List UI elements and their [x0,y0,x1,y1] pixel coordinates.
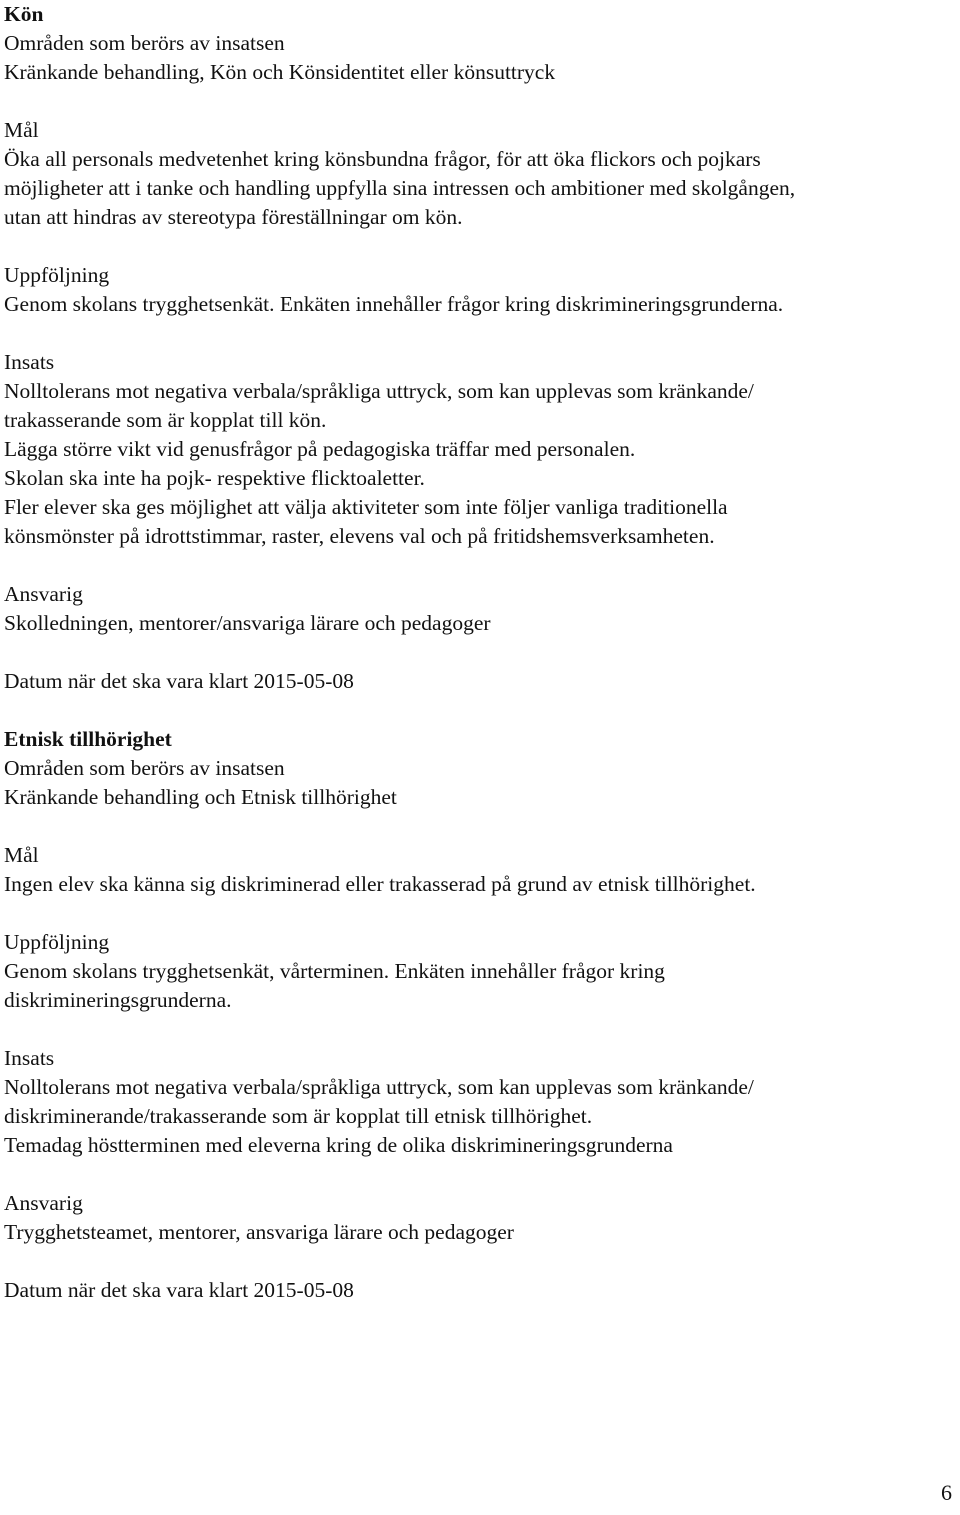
goal-line: utan att hindras av stereotypa föreställningar om kön. [4,205,463,229]
action-line: Nolltolerans mot negativa verbala/språkliga uttryck, som kan upplevas som kränkande/ [4,379,754,403]
action-line: Fler elever ska ges möjlighet att välja aktiviteter som inte följer vanliga traditionella [4,495,728,519]
section-heading: Etnisk tillhörighet [4,727,172,751]
action-line: Lägga större vikt vid genusfrågor på pedagogiska träffar med personalen. [4,437,636,461]
followup-label: Uppföljning [4,930,110,954]
areas-label: Områden som berörs av insatsen [4,31,285,55]
section-kon [4,0,949,725]
action-line: trakasserande som är kopplat till kön. [4,408,327,432]
section-etnisk-tillhorighet [4,725,949,1305]
responsible-value: Skolledningen, mentorer/ansvariga lärare och pedagoger [4,611,491,635]
areas-value: Kränkande behandling och Etnisk tillhörighet [4,785,397,809]
followup-line: diskrimineringsgrunderna. [4,988,232,1012]
followup-line: Genom skolans trygghetsenkät, vårterminen. Enkäten innehåller frågor kring [4,959,665,983]
goal-line: möjligheter att i tanke och handling uppfylla sina intressen och ambitioner med skolgången, [4,176,796,200]
action-label: Insats [4,1046,55,1070]
goal-line: Ingen elev ska känna sig diskriminerad eller trakasserad på grund av etnisk tillhörighet. [4,872,756,896]
responsible-label: Ansvarig [4,582,83,606]
responsible-value: Trygghetsteamet, mentorer, ansvariga lärare och pedagoger [4,1220,514,1244]
action-label: Insats [4,350,55,374]
action-line: könsmönster på idrottstimmar, raster, elevens val och på fritidshemsverksamheten. [4,524,715,548]
goal-line: Öka all personals medvetenhet kring könsbundna frågor, för att öka flickors och pojkars [4,147,761,171]
deadline-text: Datum när det ska vara klart 2015-05-08 [4,669,354,693]
areas-value: Kränkande behandling, Kön och Könsidentitet eller könsuttryck [4,60,556,84]
document-page [4,0,949,1305]
action-line: Nolltolerans mot negativa verbala/språkliga uttryck, som kan upplevas som kränkande/ [4,1075,754,1099]
deadline-text: Datum när det ska vara klart 2015-05-08 [4,1278,354,1302]
goal-label: Mål [4,843,39,867]
action-line: Skolan ska inte ha pojk- respektive flicktoaletter. [4,466,425,490]
section-heading: Kön [4,2,44,26]
goal-label: Mål [4,118,39,142]
action-line: diskriminerande/trakasserande som är kopplat till etnisk tillhörighet. [4,1104,593,1128]
followup-line: Genom skolans trygghetsenkät. Enkäten innehåller frågor kring diskrimineringsgrunderna. [4,292,784,316]
action-line: Temadag höstterminen med eleverna kring de olika diskrimineringsgrunderna [4,1133,673,1157]
page-number: 6 [941,1480,952,1505]
areas-label: Områden som berörs av insatsen [4,756,285,780]
responsible-label: Ansvarig [4,1191,83,1215]
followup-label: Uppföljning [4,263,110,287]
